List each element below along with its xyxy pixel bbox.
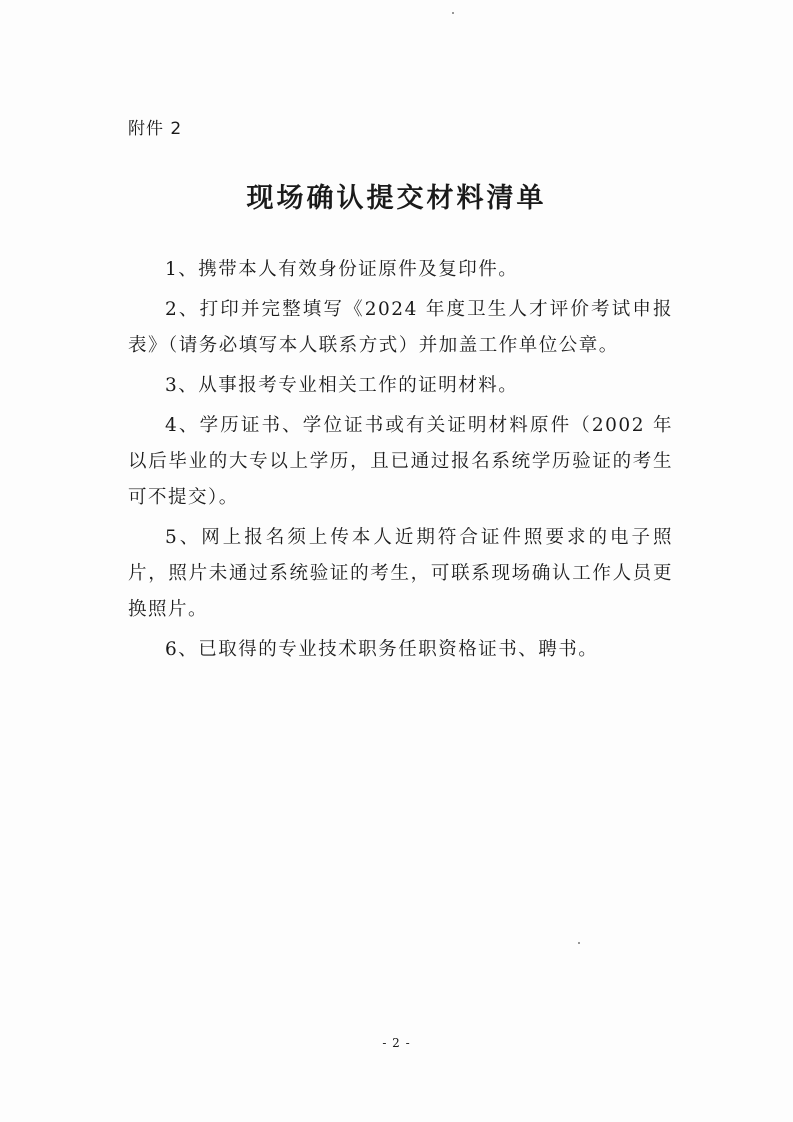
list-item: 5、网上报名须上传本人近期符合证件照要求的电子照片，照片未通过系统验证的考生，可联系现场确认工作人员更换照片。 <box>128 527 673 620</box>
materials-list <box>128 252 673 672</box>
scan-speck <box>452 12 454 14</box>
list-item: 1、携带本人有效身份证原件及复印件。 <box>165 259 519 280</box>
list-item: 4、学历证书、学位证书或有关证明材料原件（2002 年以后毕业的大专以上学历，且已通过报名系统学历验证的考生可不提交）。 <box>128 415 673 508</box>
document-title: 现场确认提交材料清单 <box>246 183 547 214</box>
list-item: 2、打印并完整填写《2024 年度卫生人才评价考试申报表》（请务必填写本人联系方式）并加盖工作单位公章。 <box>128 299 673 356</box>
list-item: 6、已取得的专业技术职务任职资格证书、聘书。 <box>165 639 599 660</box>
attachment-label: 附件 2 <box>128 119 183 139</box>
page-number: - 2 - <box>382 1036 411 1050</box>
list-item: 3、从事报考专业相关工作的证明材料。 <box>165 375 519 396</box>
scan-speck <box>578 942 580 944</box>
